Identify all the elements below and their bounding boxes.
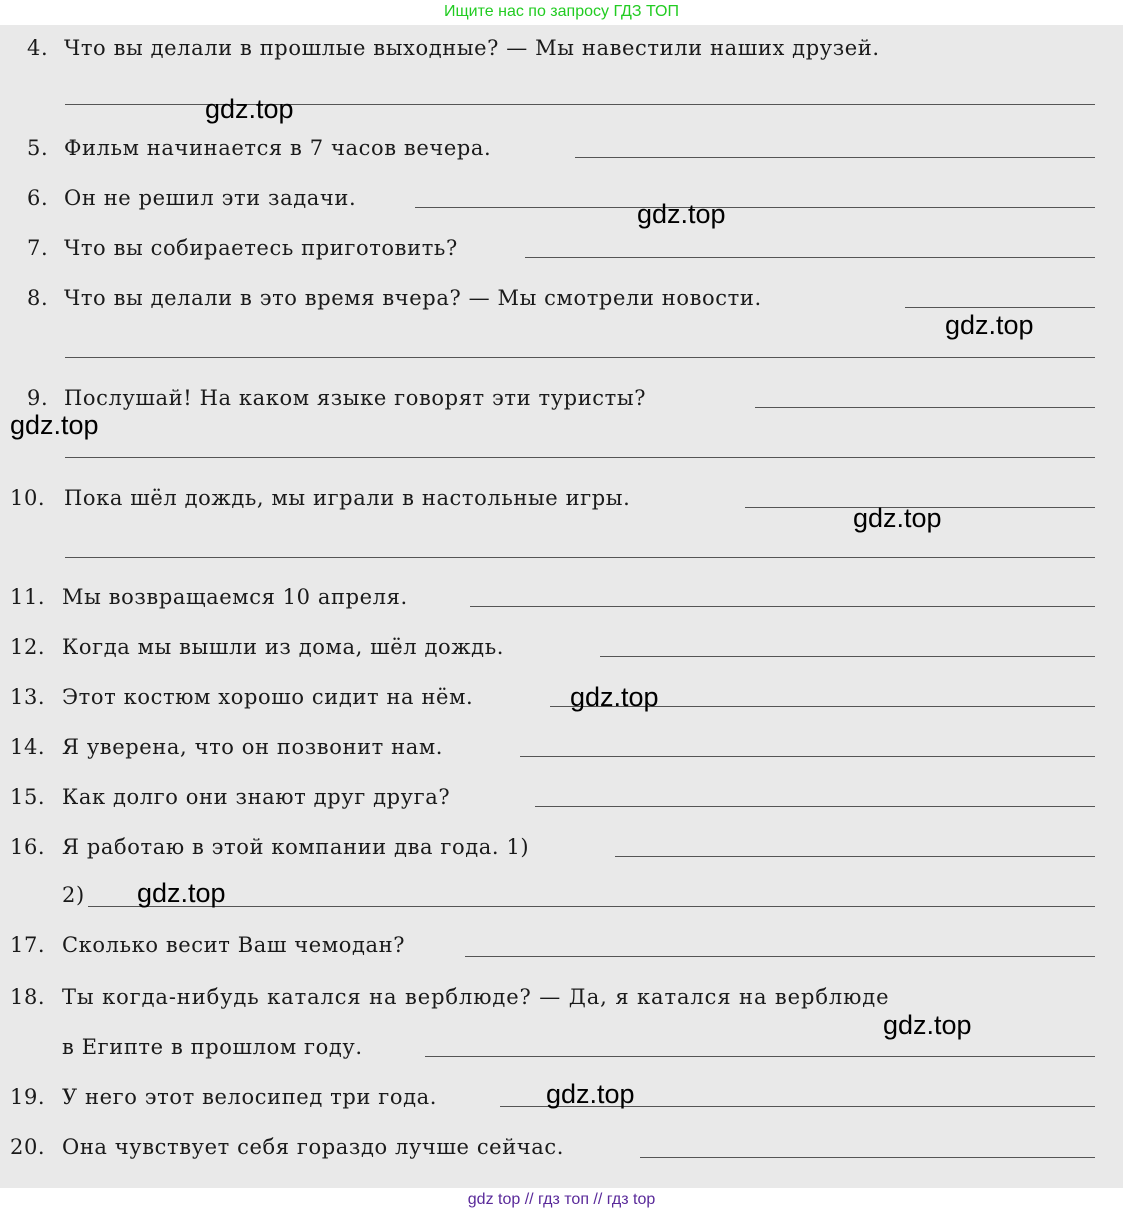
answer-line[interactable] <box>640 1157 1095 1158</box>
item-text: Что вы собираетесь приготовить? <box>64 236 458 260</box>
watermark: gdz.top <box>883 1010 972 1040</box>
answer-line[interactable] <box>470 606 1095 607</box>
item-number: 20. <box>10 1135 46 1159</box>
item-number: 18. <box>10 985 46 1009</box>
item-number: 13. <box>10 685 46 709</box>
answer-line[interactable] <box>525 257 1095 258</box>
answer-line[interactable] <box>415 207 1095 208</box>
watermark: gdz.top <box>546 1079 635 1109</box>
search-banner[interactable]: Ищите нас по запросу ГДЗ ТОП <box>444 3 679 20</box>
item-text: Что вы делали в прошлые выходные? — Мы навестили наших друзей. <box>64 36 880 60</box>
item-number: 15. <box>10 785 46 809</box>
exercise-item-11 <box>0 583 1123 623</box>
watermark: gdz.top <box>10 410 99 440</box>
item-number: 4. <box>27 36 49 60</box>
item-text: Он не решил эти задачи. <box>64 186 357 210</box>
watermark: gdz.top <box>205 94 294 124</box>
item-number: 14. <box>10 735 46 759</box>
exercise-item-7 <box>0 234 1123 274</box>
item-text: Она чувствует себя гораздо лучше сейчас. <box>62 1135 565 1159</box>
answer-line[interactable] <box>65 357 1095 358</box>
exercise-item-16 <box>0 833 1123 873</box>
item-text: Послушай! На каком языке говорят эти туристы? <box>64 386 647 410</box>
item-text: Я работаю в этой компании два года. 1) <box>62 835 530 859</box>
answer-line[interactable] <box>520 756 1095 757</box>
item-number: 7. <box>27 236 49 260</box>
footer-links[interactable]: gdz top // гдз топ // гдз top <box>467 1191 656 1208</box>
item-text: в Египте в прошлом году. <box>62 1035 363 1059</box>
exercise-item-20 <box>0 1133 1123 1173</box>
item-number: 16. <box>10 835 46 859</box>
exercise-item-6 <box>0 184 1123 224</box>
answer-line[interactable] <box>535 806 1095 807</box>
item-number: 12. <box>10 635 46 659</box>
exercise-item-10 <box>0 484 1123 524</box>
answer-line[interactable] <box>425 1056 1095 1057</box>
item-number: 11. <box>10 585 46 609</box>
exercise-item-5 <box>0 134 1123 174</box>
watermark: gdz.top <box>945 310 1034 340</box>
answer-line[interactable] <box>65 557 1095 558</box>
item-number: 9. <box>27 386 49 410</box>
watermark: gdz.top <box>637 199 726 229</box>
answer-line[interactable] <box>755 407 1095 408</box>
watermark: gdz.top <box>570 682 659 712</box>
item-number: 19. <box>10 1085 46 1109</box>
exercise-item-17 <box>0 931 1123 971</box>
item-number: 10. <box>10 486 46 510</box>
exercise-item-13 <box>0 683 1123 723</box>
watermark: gdz.top <box>137 878 226 908</box>
watermark: gdz.top <box>853 503 942 533</box>
answer-line[interactable] <box>88 906 1095 907</box>
exercise-item-12 <box>0 633 1123 673</box>
item-number: 17. <box>10 933 46 957</box>
exercise-item-14 <box>0 733 1123 773</box>
answer-line[interactable] <box>615 856 1095 857</box>
item-text: Этот костюм хорошо сидит на нём. <box>62 685 474 709</box>
item-text: Сколько весит Ваш чемодан? <box>62 933 406 957</box>
answer-line[interactable] <box>575 157 1095 158</box>
answer-line[interactable] <box>65 457 1095 458</box>
item-number: 6. <box>27 186 49 210</box>
item-text: Ты когда-нибудь катался на верблюде? — Да, я катался на верблюде <box>62 985 890 1009</box>
item-text: Мы возвращаемся 10 апреля. <box>62 585 408 609</box>
item-text: У него этот велосипед три года. <box>62 1085 438 1109</box>
item-number: 8. <box>27 286 49 310</box>
item-text: Что вы делали в это время вчера? — Мы смотрели новости. <box>64 286 762 310</box>
exercise-item-15 <box>0 783 1123 823</box>
item-text: Фильм начинается в 7 часов вечера. <box>64 136 492 160</box>
answer-line[interactable] <box>465 956 1095 957</box>
item-number: 5. <box>27 136 49 160</box>
item-text: Как долго они знают друг друга? <box>62 785 451 809</box>
answer-line[interactable] <box>905 307 1095 308</box>
item-text: Пока шёл дождь, мы играли в настольные игры. <box>64 486 631 510</box>
answer-line[interactable] <box>600 656 1095 657</box>
item-text: Я уверена, что он позвонит нам. <box>62 735 444 759</box>
item-text: Когда мы вышли из дома, шёл дождь. <box>62 635 505 659</box>
item-text: 2) <box>62 883 85 907</box>
exercise-item-9 <box>0 384 1123 424</box>
exercise-item-4 <box>0 34 1123 74</box>
